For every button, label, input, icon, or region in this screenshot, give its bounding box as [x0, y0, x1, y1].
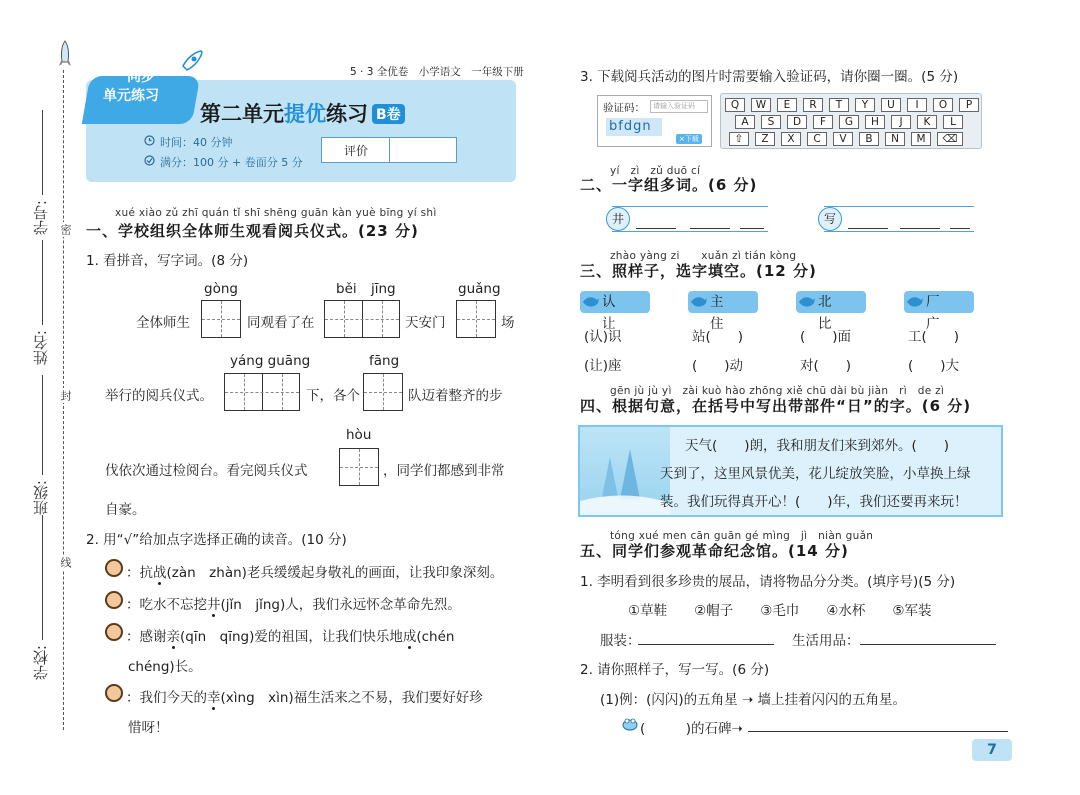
tzg-guang[interactable]: [456, 300, 496, 338]
key-g[interactable]: G: [839, 115, 859, 129]
s1-line4: 自豪。: [105, 502, 146, 518]
sec3-pinyin: zhào yàng zi xuǎn zì tián kòng: [610, 250, 797, 262]
captcha-image: bfdgn: [606, 118, 662, 136]
school-label: 学校:: [32, 645, 50, 681]
jing-blank-3[interactable]: [740, 228, 764, 229]
key-s[interactable]: S: [761, 115, 781, 129]
time-limit: 时间：40 分钟: [160, 136, 233, 149]
s1-line1-a: 全体师生: [136, 315, 190, 331]
s1-line1-d: 场: [501, 315, 515, 331]
s1-line3-b: ，同学们都感到非常: [383, 463, 505, 479]
name-label: 姓名:: [32, 330, 50, 366]
sec4-line2: 天到了，这里风景优美，花儿绽放笑脸，小草换上绿: [660, 466, 971, 482]
binding-mark-feng: 封: [59, 390, 72, 401]
tab-line2: 单元练习: [103, 88, 159, 104]
pinyin-yangguang: yáng guāng: [230, 353, 311, 369]
rocket-icon: [58, 40, 72, 70]
child-avatar-4: [105, 684, 123, 702]
key-d[interactable]: D: [787, 115, 807, 129]
key-e[interactable]: E: [777, 98, 797, 112]
tag-zhu-zhu: 主 住: [688, 291, 758, 313]
tag-ren-rang: 认 让: [580, 291, 650, 313]
sec5-title: 五、同学们参观革命纪念馆。(14 分): [580, 542, 849, 560]
key-f[interactable]: F: [813, 115, 833, 129]
tree-icon: [580, 427, 670, 515]
sentence-blank[interactable]: [748, 731, 1008, 732]
key-h[interactable]: H: [865, 115, 885, 129]
key-o[interactable]: O: [933, 98, 953, 112]
sec5-pinyin: tóng xué men cān guān gé mìng jì niàn guǎn: [610, 530, 874, 542]
sec1-q3: 3. 下载阅兵活动的图片时需要输入验证码，请你圈一圈。(5 分): [580, 69, 959, 85]
sec5-items: ①草鞋 ②帽子 ③毛巾 ④水杯 ⑤军装: [628, 603, 932, 619]
s3-r1-c2[interactable]: 站( ): [692, 329, 744, 345]
xie-blank-3[interactable]: [950, 228, 970, 229]
s2-sentence-1: ：抗战(zàn zhàn)老兵缓缓起身敬礼的画面，让我印象深刻。: [126, 565, 504, 581]
s3-r2-c4[interactable]: ( )大: [908, 358, 960, 374]
key-k[interactable]: K: [917, 115, 937, 129]
bird-icon: [798, 294, 816, 310]
clock-icon: [144, 135, 155, 146]
daily-label: 生活用品：: [792, 633, 860, 649]
student-id-field[interactable]: [42, 110, 43, 195]
bird-icon: [690, 294, 708, 310]
key-x[interactable]: X: [781, 132, 801, 146]
s2-sentence-2: ：吃水不忘挖井(jǐn jǐng)人，我们永远怀念革命先烈。: [126, 597, 461, 613]
page-number: 7: [972, 739, 1012, 761]
sec4-title: 四、根据句意，在括号中写出带部件“日”的字。(6 分): [580, 397, 972, 415]
s2-sentence-4: ：我们今天的幸(xìng xìn)福生活来之不易，我们要好好珍: [126, 690, 483, 706]
sec5-q1: 1. 李明看到很多珍贵的展品，请将物品分分类。(填序号)(5 分): [580, 574, 956, 590]
class-field[interactable]: [42, 375, 43, 475]
key-p[interactable]: P: [959, 98, 979, 112]
key-n[interactable]: N: [885, 132, 905, 146]
pinyin-hou: hòu: [346, 427, 372, 443]
sec1-q1: 1. 看拼音，写字词。(8 分): [86, 253, 249, 269]
student-id-label: 学号:: [32, 200, 50, 236]
tab-line1: 同步: [127, 69, 155, 85]
page-title: 第二单元提优练习 B卷: [200, 98, 405, 128]
pinyin-fang: fāng: [369, 353, 400, 369]
sec1-pinyin: xué xiào zǔ zhī quán tǐ shī shēng guān kàn yuè bīng yí shì: [115, 207, 437, 219]
key-r[interactable]: R: [803, 98, 823, 112]
s3-r2-c1: (让)座: [584, 358, 622, 374]
s3-r2-c3[interactable]: 对( ): [800, 358, 852, 374]
pinyin-gong: gòng: [204, 281, 238, 297]
s3-r2-c2[interactable]: ( )动: [692, 358, 744, 374]
daily-blank[interactable]: [860, 644, 996, 645]
sec5-example: (1)例：(闪闪)的五角星 ➝ 墙上挂着闪闪的五角星。: [600, 692, 907, 708]
clothes-blank[interactable]: [638, 644, 774, 645]
key-c[interactable]: C: [807, 132, 827, 146]
tag-bei-bi: 北 比: [796, 291, 866, 313]
key-w[interactable]: W: [751, 98, 771, 112]
key-z[interactable]: Z: [755, 132, 775, 146]
tzg-beijing[interactable]: [324, 300, 400, 338]
captcha-panel: [597, 95, 712, 147]
class-label: 班级:: [32, 480, 50, 516]
key-l[interactable]: L: [943, 115, 963, 129]
download-button[interactable]: ×下载: [676, 134, 702, 144]
xie-blank-1[interactable]: [848, 228, 888, 229]
key-i[interactable]: I: [907, 98, 927, 112]
frog-icon: [622, 717, 638, 731]
sec4-pinyin: gēn jù jù yì zài kuò hào zhōng xiě chū dài bù jiàn rì de zì: [610, 385, 945, 397]
key-a[interactable]: A: [735, 115, 755, 129]
key-m[interactable]: M: [911, 132, 931, 146]
s2-sentence-4-cont: 惜呀！: [128, 720, 169, 736]
bird-icon: [582, 294, 600, 310]
sec5-q2: 2. 请你照样子，写一写。(6 分): [580, 662, 770, 678]
scene-box: [578, 425, 1003, 517]
tag-chang-guang: 厂 广: [904, 291, 974, 313]
s3-r1-c1: (认)识: [584, 329, 622, 345]
name-field[interactable]: [42, 240, 43, 325]
s1-line1-b: 同观看了在: [247, 315, 315, 331]
captcha-input[interactable]: 请输入验证码: [650, 100, 708, 113]
s3-r1-c3[interactable]: ( )面: [800, 329, 852, 345]
key-u[interactable]: U: [881, 98, 901, 112]
binding-mark-mi: 密: [59, 224, 72, 235]
landscape-illustration: [580, 427, 670, 515]
child-avatar-3: [105, 623, 123, 641]
pinyin-guang: guǎng: [458, 281, 501, 297]
key-⌫[interactable]: ⌫: [937, 132, 963, 146]
child-avatar-1: [105, 559, 123, 577]
on-screen-keyboard: [720, 93, 982, 149]
key-v[interactable]: V: [833, 132, 853, 146]
series-label: 5 · 3 全优卷 小学语文 一年级下册: [350, 66, 524, 78]
sec4-line1: 天气( )朗，我和朋友们来到郊外。( ): [685, 438, 950, 454]
s2-sentence-3-cont: chéng)长。: [128, 659, 202, 675]
sec5-fill[interactable]: ( )的石碑➝: [640, 721, 743, 737]
pinyin-jing: jīng: [371, 281, 396, 297]
key-y[interactable]: Y: [855, 98, 875, 112]
s3-r1-c4[interactable]: 工( ): [908, 329, 960, 345]
sec1-title: 一、学校组织全体师生观看阅兵仪式。(23 分): [86, 222, 419, 240]
check-circle-icon: [144, 155, 155, 166]
tzg-fang[interactable]: [363, 373, 403, 411]
tzg-gong[interactable]: [201, 300, 241, 338]
s1-line1-c: 天安门: [405, 315, 446, 331]
tzg-hou[interactable]: [339, 448, 379, 486]
s1-line3-a: 伐依次通过检阅台。看完阅兵仪式: [105, 463, 308, 479]
jing-blank-1[interactable]: [636, 228, 676, 229]
eval-label: 评价: [344, 144, 369, 158]
sec3-title: 三、照样子，选字填空。(12 分): [580, 262, 817, 280]
s1-line2-c: 队迈着整齐的步: [408, 388, 503, 404]
key-b[interactable]: B: [859, 132, 879, 146]
volume-badge: B卷: [372, 104, 405, 124]
full-score: 满分：100 分 + 卷面分 5 分: [160, 156, 303, 169]
school-field[interactable]: [42, 515, 43, 640]
sec4-line3: 装。我们玩得真开心！( )年，我们还要再来玩！: [660, 494, 968, 510]
key-j[interactable]: J: [891, 115, 911, 129]
key-t[interactable]: T: [829, 98, 849, 112]
tzg-yangguang[interactable]: [224, 373, 300, 411]
key-⇧[interactable]: ⇧: [729, 132, 749, 146]
bird-icon: [906, 294, 924, 310]
sec2-pinyin: yí zì zǔ duō cí: [610, 165, 701, 177]
char-xie: 写: [818, 207, 842, 231]
clothes-label: 服装：: [600, 633, 641, 649]
sec1-q2: 2. 用“√”给加点字选择正确的读音。(10 分): [86, 532, 347, 548]
s1-line2-b: 下，各个: [306, 388, 360, 404]
s1-line2-a: 举行的阅兵仪式。: [105, 388, 213, 404]
sec2-title: 二、一字组多词。(6 分): [580, 176, 758, 194]
captcha-label: 验证码：: [603, 102, 645, 114]
char-jing: 井: [606, 207, 630, 231]
s2-sentence-3: ：感谢亲(qīn qīng)爱的祖国，让我们快乐地成(chén: [126, 629, 455, 645]
evaluation-field[interactable]: [390, 139, 456, 161]
key-q[interactable]: Q: [725, 98, 745, 112]
pinyin-bei: běi: [336, 281, 357, 297]
rocket-decoration-icon: [175, 48, 205, 78]
child-avatar-2: [105, 591, 123, 609]
xie-blank-2[interactable]: [900, 228, 940, 229]
binding-mark-xian: 线: [59, 557, 72, 568]
jing-blank-2[interactable]: [690, 228, 730, 229]
